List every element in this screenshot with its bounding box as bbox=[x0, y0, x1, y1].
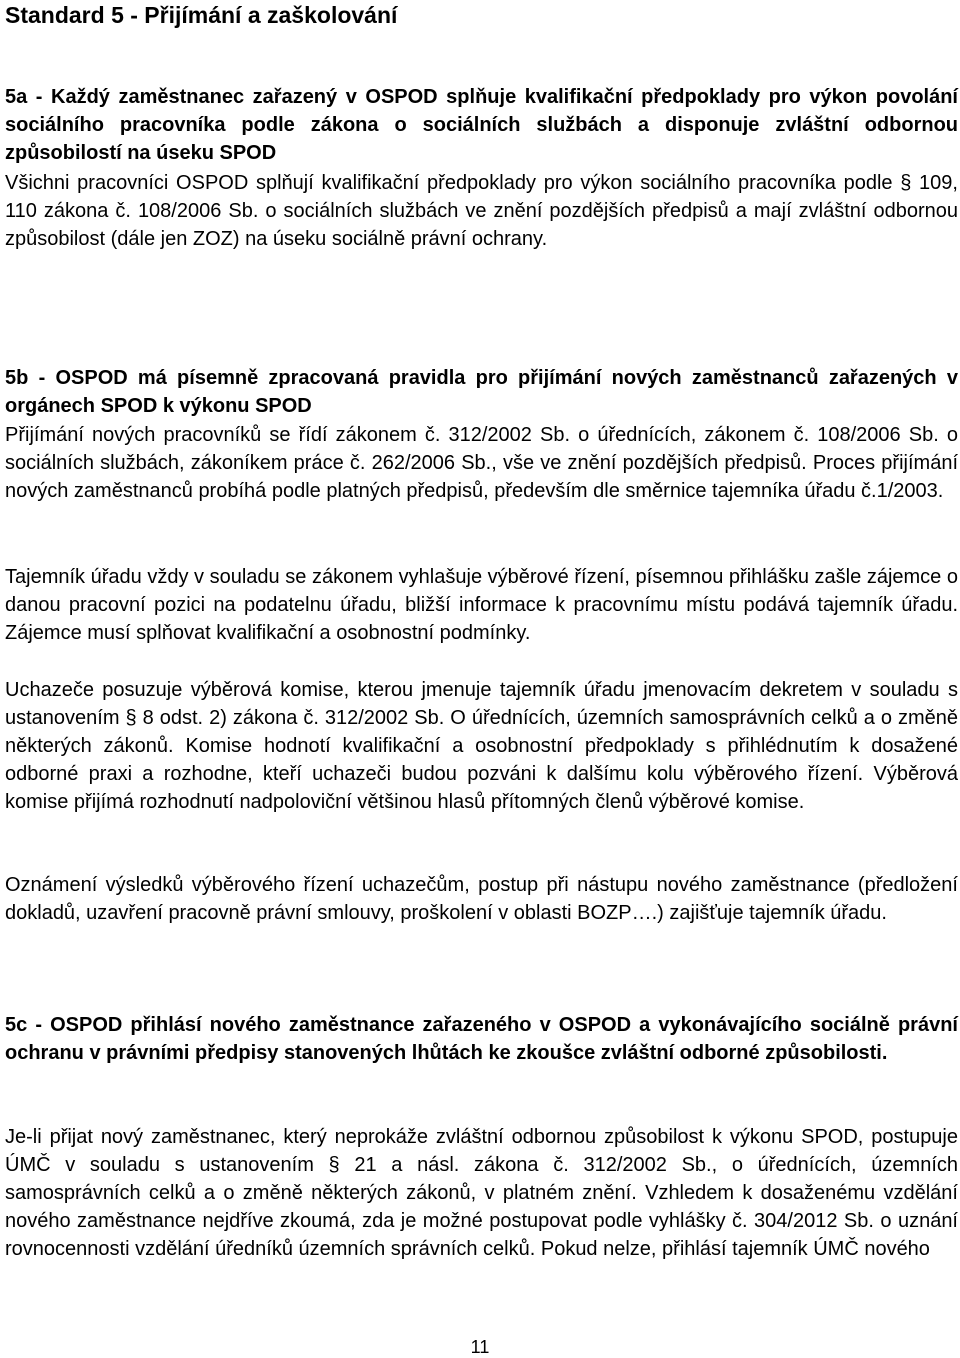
section-5c-paragraph: Je-li přijat nový zaměstnanec, který neprokáže zvláštní odbornou způsobilost k výkonu SPOD, postupuje ÚMČ v souladu s ustanovením § 21 a násl. zákona č. 312/2002 Sb., o úřednících, územních samosprávních celků a o změně některých zákonů, v platném znění. Vzhledem k dosaženému vzdělání nového zaměstnance nejdříve zkoumá, zda je možné postupovat podle vyhlášky č. 304/2012 Sb. o uznání rovnocennosti vzdělání úředníků územních správních celků. Pokud nelze, přihlásí tajemník ÚMČ nového bbox=[5, 1126, 958, 1260]
section-5b-paragraph: Přijímání nových pracovníků se řídí zákonem č. 312/2002 Sb. o úřednících, zákonem č. 108/2006 Sb. o sociálních službách, zákoníkem práce č. 262/2006 Sb., vše ve znění pozdějších předpisů. Proces přijímání nových zaměstnanců probíhá podle platných předpisů, především dle směrnice tajemníka úřadu č.1/2003. bbox=[5, 424, 958, 502]
section-5a-paragraph: Všichni pracovníci OSPOD splňují kvalifikační předpoklady pro výkon sociálního pracovníka podle § 109, 110 zákona č. 108/2006 Sb. o sociálních službách ve znění pozdějších předpisů a mají zvláštní odbornou způsobilost (dále jen ZOZ) na úseku sociálně právní ochrany. bbox=[5, 172, 958, 250]
page-number: 11 bbox=[470, 1337, 490, 1357]
document-title: Standard 5 - Přijímání a zaškolování bbox=[5, 2, 398, 28]
section-5b-paragraph: Uchazeče posuzuje výběrová komise, kterou jmenuje tajemník úřadu jmenovacím dekretem v souladu s ustanovením § 8 odst. 2) zákona č. 312/2002 Sb. O úřednících, územních samosprávních celků a o změně některých zákonů. Komise hodnotí kvalifikační a osobnostní předpoklady s přihlédnutím k dosažené odborné praxi a rozhodne, kteří uchazeči budou pozváni k dalšímu kolu výběrového řízení. Výběrová komise přijímá rozhodnutí nadpoloviční většinou hlasů přítomných členů výběrové komise. bbox=[5, 679, 958, 813]
section-heading-5c: 5c - OSPOD přihlásí nového zaměstnance zařazeného v OSPOD a vykonávajícího sociálně právní ochranu v právními předpisy stanovených lhůtách ke zkoušce zvláštní odborné způsobilosti. bbox=[5, 1014, 958, 1064]
section-heading-5a: 5a - Každý zaměstnanec zařazený v OSPOD splňuje kvalifikační předpoklady pro výkon povolání sociálního pracovníka podle zákona o sociálních službách a disponuje zvláštní odbornou způsobilostí na úseku SPOD bbox=[5, 86, 958, 164]
section-heading-5b: 5b - OSPOD má písemně zpracovaná pravidla pro přijímání nových zaměstnanců zařazených v orgánech SPOD k výkonu SPOD bbox=[5, 367, 958, 417]
section-5b-paragraph: Oznámení výsledků výběrového řízení uchazečům, postup při nástupu nového zaměstnance (předložení dokladů, uzavření pracovně právní smlouvy, proškolení v oblasti BOZP….) zajišťuje tajemník úřadu. bbox=[5, 874, 958, 924]
document-page bbox=[5, 0, 958, 1260]
section-5b-paragraph: Tajemník úřadu vždy v souladu se zákonem vyhlašuje výběrové řízení, písemnou přihlášku zašle zájemce o danou pracovní pozici na podatelnu úřadu, bližší informace k pracovnímu místu podává tajemník úřadu. Zájemce musí splňovat kvalifikační a osobnostní podmínky. bbox=[5, 566, 958, 644]
